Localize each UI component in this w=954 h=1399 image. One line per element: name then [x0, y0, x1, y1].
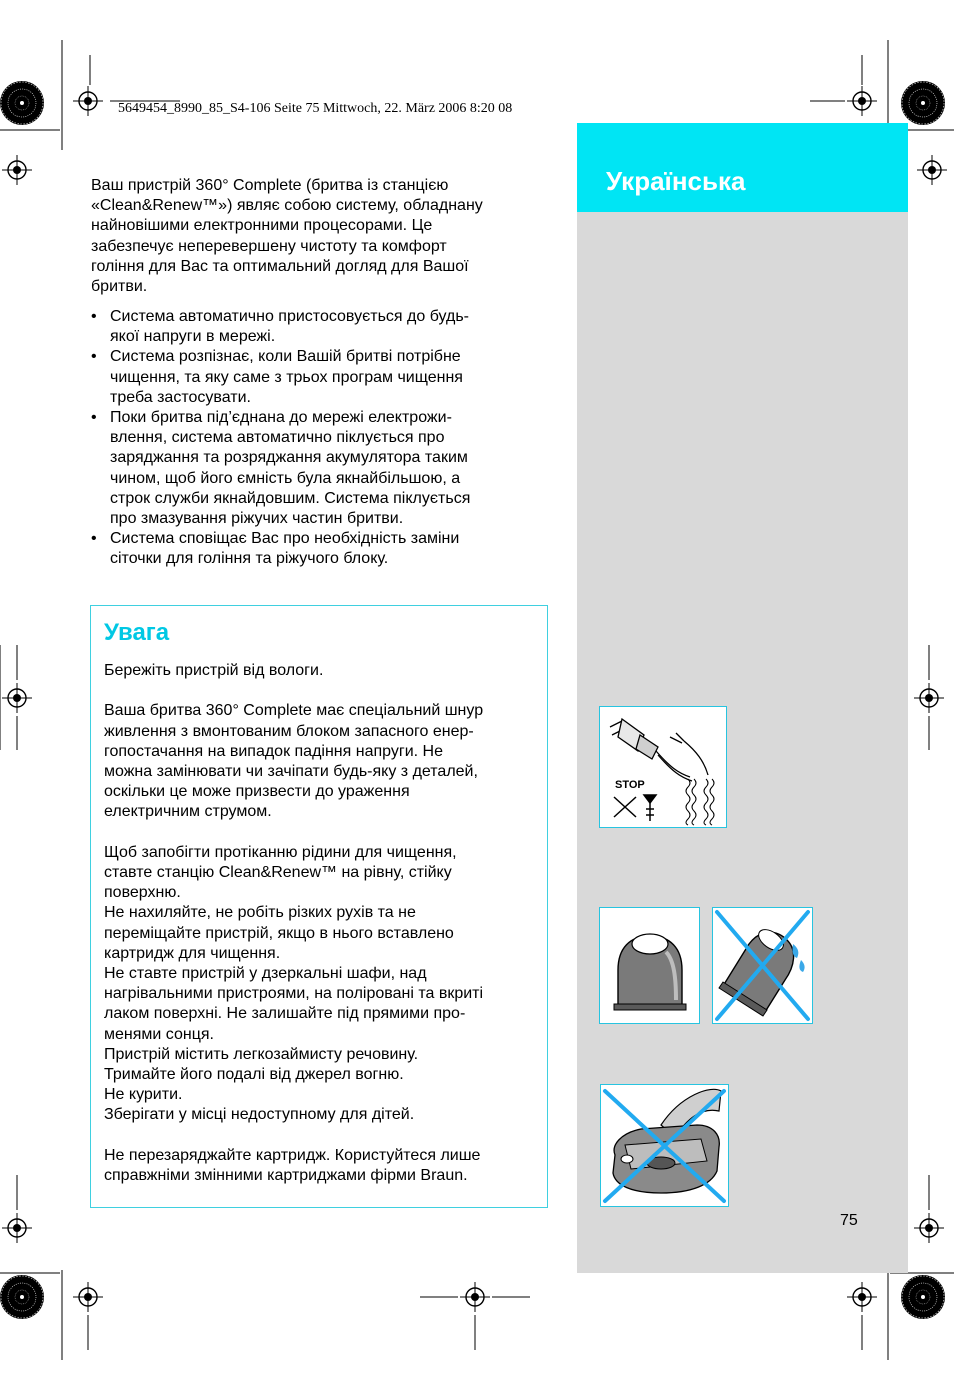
intro-line: забезпечує неперевершену чистоту та комфорт [91, 237, 447, 255]
intro-line: «Clean&Renew™») являє собою систему, обладнану [91, 197, 483, 215]
intro-line: Ваш пристрій 360° Complete (бритва із станцією [91, 177, 449, 194]
list-item-line: сіточки для гоління та ріжучого блоку. [110, 550, 389, 568]
warning-line: можна замінювати чи зачіпати будь-яку з деталей, [104, 763, 478, 780]
warning-line: картридж для чищення. [104, 944, 281, 962]
list-item [91, 347, 551, 408]
intro-paragraph [91, 176, 551, 297]
list-item-line: про змазування ріжучих частин бритви. [110, 510, 404, 528]
warning-line: справжніми змінними картриджами фірми Braun. [104, 1167, 468, 1185]
warning-line: лаком поверхні. Не залишайте під прямими про- [104, 1005, 466, 1023]
list-item-line: влення, система автоматично піклується про [110, 429, 445, 447]
figure-station-upright [599, 907, 700, 1024]
list-item [91, 408, 551, 529]
warning-line: Не нахиляйте, не робіть різких рухів та не [104, 904, 416, 922]
warning-line: Пристрій містить легкозаймисту речовину. [104, 1045, 419, 1063]
bullet-icon: • [91, 308, 97, 325]
warning-spacer [104, 823, 544, 843]
bullet-icon: • [91, 530, 97, 548]
list-item-line: Система автоматично пристосовується до будь- [110, 308, 469, 325]
warning-line: Тримайте його подалі від джерел вогню. [104, 1066, 404, 1084]
warning-line: гопостачання на випадок падіння напруги. Не [104, 742, 443, 760]
feature-list [91, 307, 551, 570]
stop-label: STOP [615, 779, 645, 791]
list-item-line: заряджання та розряджання акумулятора таким [110, 449, 468, 467]
warning-line: Не ставте пристрій у дзеркальні шафи, над [104, 965, 427, 983]
bullet-icon: • [91, 348, 97, 366]
warning-line: Бережіть пристрій від вологи. [104, 662, 324, 679]
warning-line: електричним струмом. [104, 803, 272, 821]
warning-line: оскільки це може призвести до ураження [104, 783, 410, 801]
warning-line: живлення з вмонтованим блоком запасного енер- [104, 722, 474, 740]
warning-spacer [104, 681, 544, 701]
warning-line: менями сонця. [104, 1025, 214, 1043]
list-item-line: якої напруги в мережі. [110, 328, 276, 346]
warning-line: Ваша бритва 360° Complete має спеціальний шнур [104, 702, 484, 720]
warning-line: ставте станцію Clean&Renew™ на рівну, стійку [104, 864, 452, 881]
list-item-line: чищення, та яку саме з трьох програм чищення [110, 368, 463, 386]
warning-line: Не курити. [104, 1086, 183, 1104]
list-item-line: строк служби якнайдовшим. Система піклується [110, 489, 471, 507]
list-item [91, 307, 551, 347]
language-title: Українська [606, 166, 746, 196]
intro-line: бритви. [91, 278, 148, 296]
bullet-icon: • [91, 409, 97, 427]
figure-power-cord [599, 706, 727, 828]
warning-line: переміщайте пристрій, якщо в нього вставлено [104, 924, 454, 942]
warning-line: нагрівальними пристроями, на поліровані та вкриті [104, 985, 484, 1003]
intro-line: гоління для Вас та оптимальний догляд для Вашої [91, 257, 469, 275]
figure-refill-cartridge-crossed [600, 1084, 729, 1207]
warning-line: Щоб запобігти протіканню рідини для чищення, [104, 843, 457, 861]
warning-spacer [104, 1126, 544, 1146]
list-item [91, 529, 551, 569]
warning-title: Увага [104, 619, 170, 646]
list-item-line: чином, щоб його ємність була якнайбільшою, а [110, 469, 461, 487]
page-number: 75 [840, 1212, 858, 1229]
figure-station-tilted-crossed [712, 907, 813, 1024]
warning-text [104, 661, 544, 1186]
warning-line: Зберігати у місці недоступному для дітей. [104, 1106, 415, 1124]
print-job-header: 5649454_8990_85_S4-106 Seite 75 Mittwoch, 22. März 2006 8:20 08 [118, 101, 513, 116]
list-item-line: Поки бритва під’єднана до мережі електрожи- [110, 409, 452, 427]
list-item-line: треба застосувати. [110, 388, 251, 406]
warning-line: поверхню. [104, 884, 181, 902]
warning-line: Не перезаряджайте картридж. Користуйтеся лише [104, 1146, 481, 1164]
list-item-line: Система сповіщає Вас про необхідність заміни [110, 530, 460, 548]
intro-line: найновішими електронними процесорами. Це [91, 217, 433, 235]
list-item-line: Система розпізнає, коли Вашій бритві потрібне [110, 348, 461, 366]
